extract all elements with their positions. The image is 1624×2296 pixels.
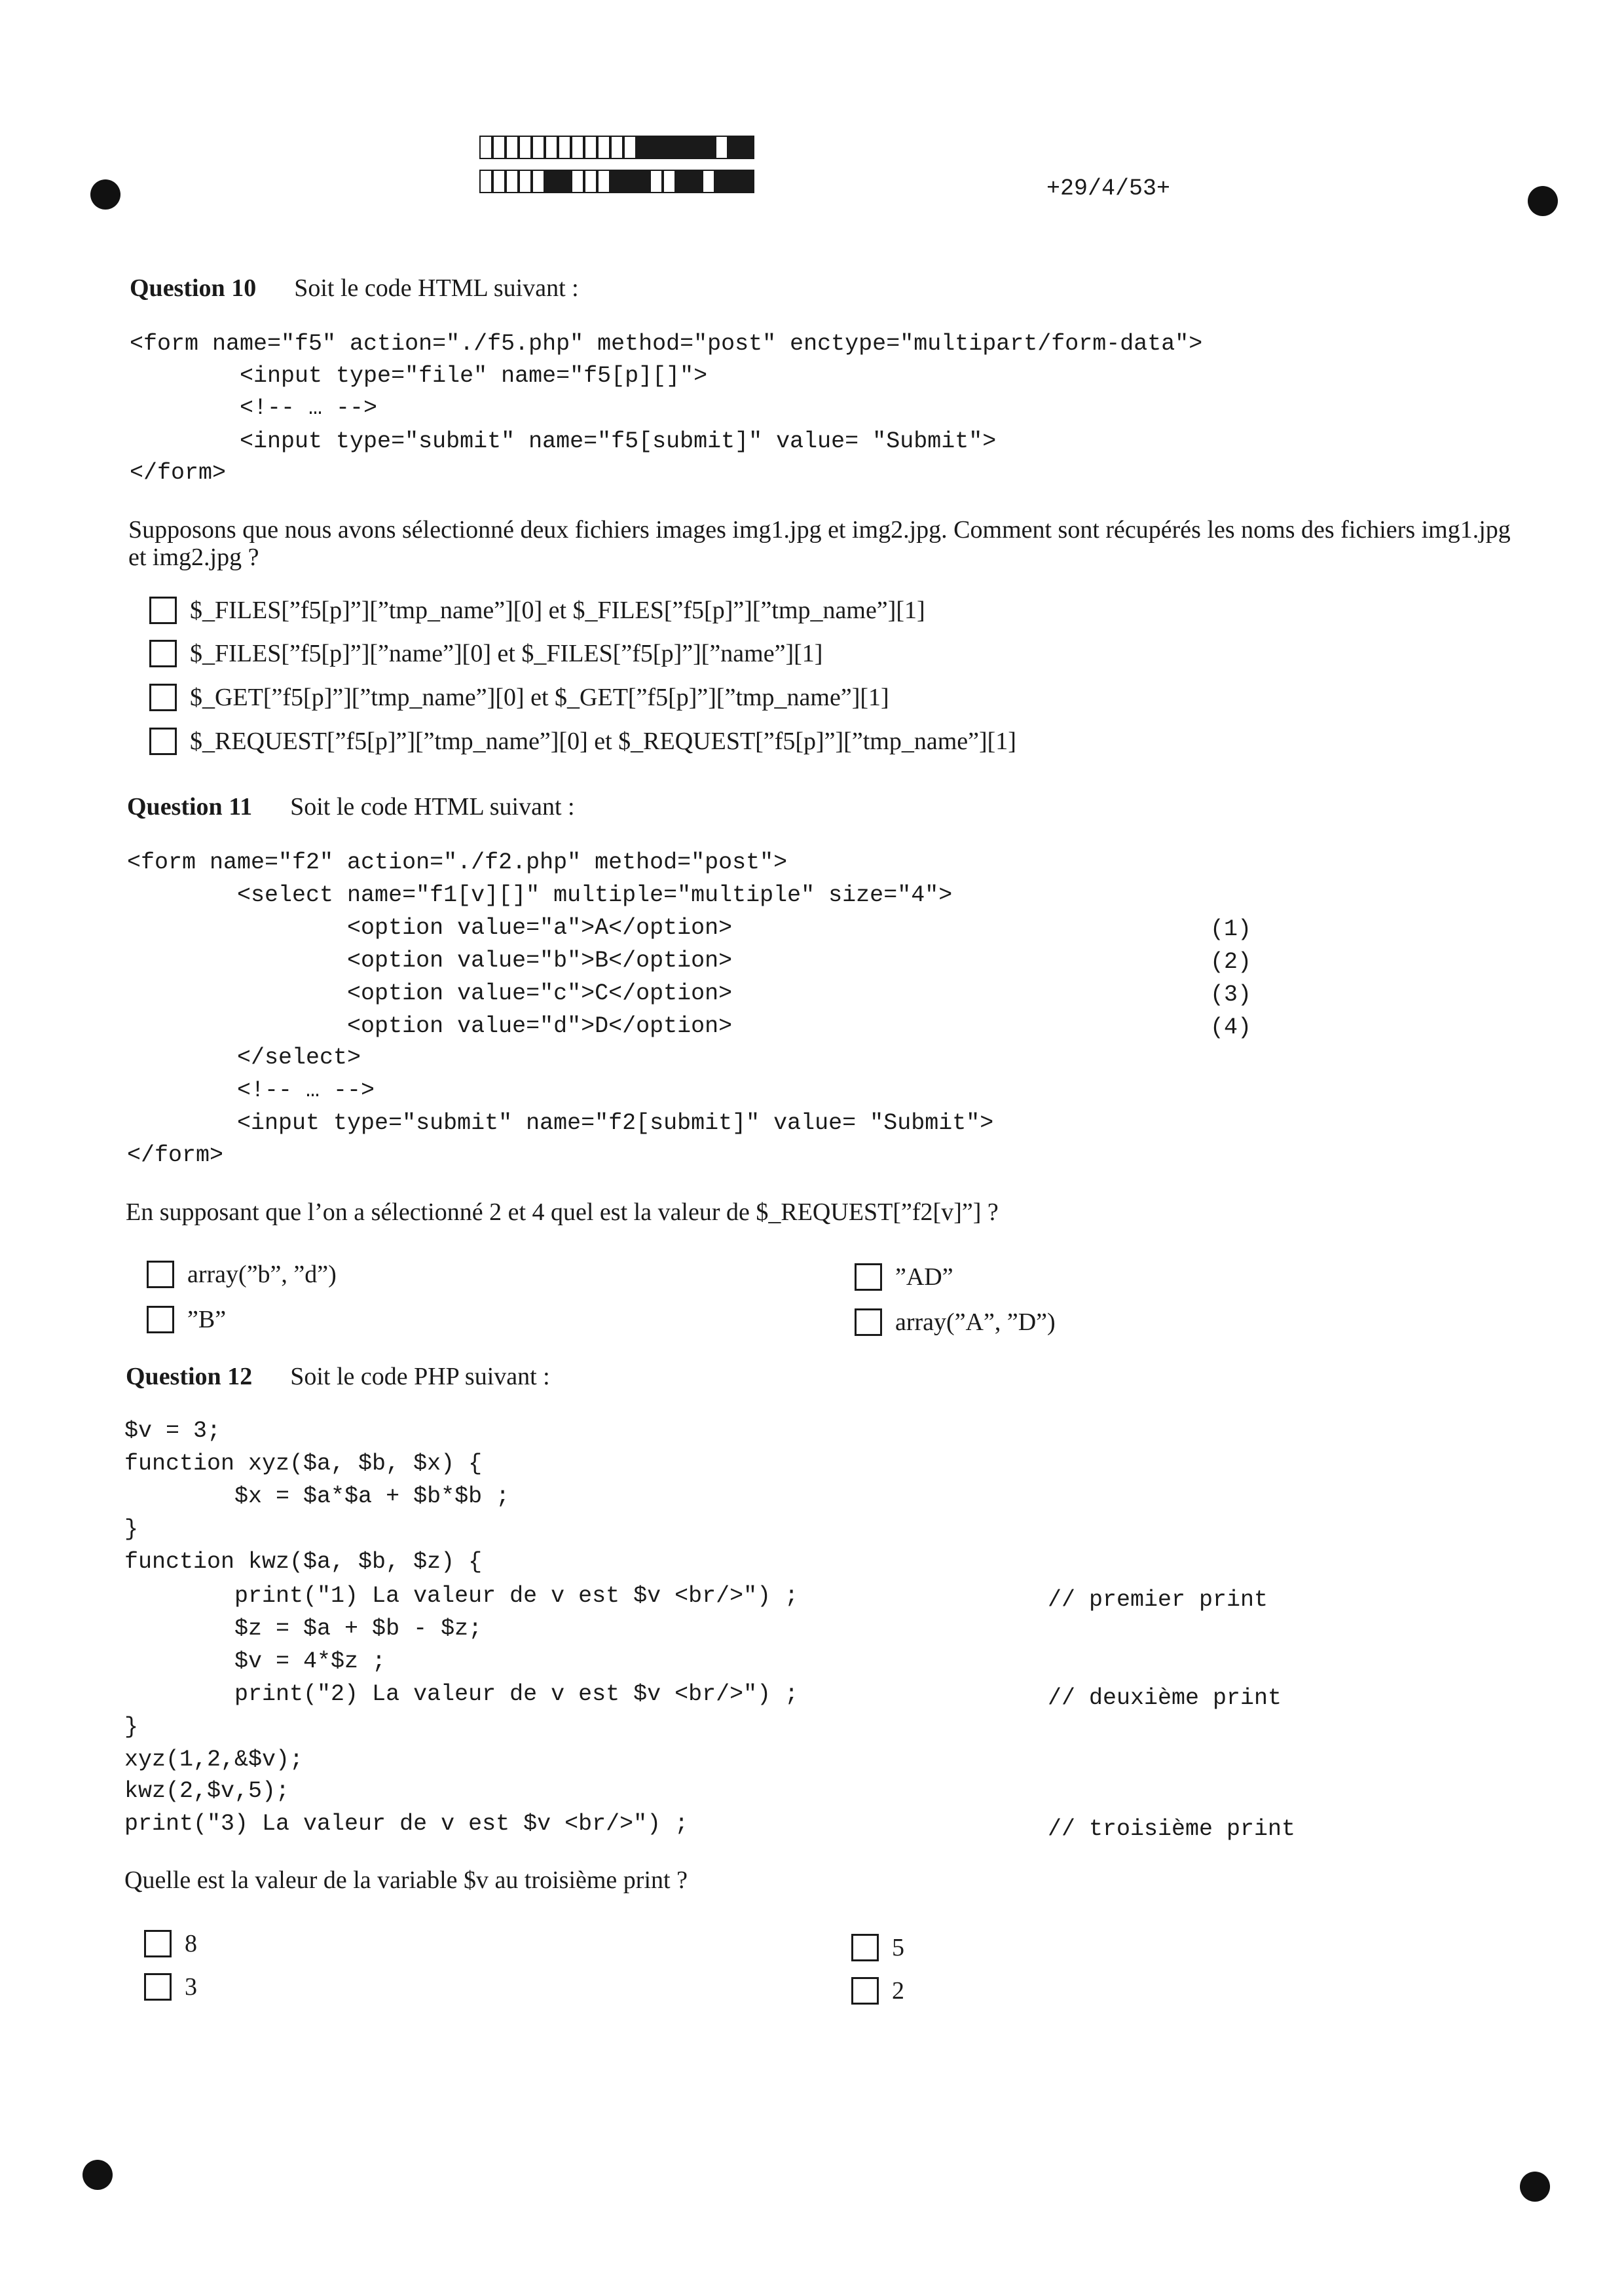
- code-line: <form name="f5" action="./f5.php" method="post" enctype="multipart/form-data">: [130, 331, 1203, 357]
- question-number: Question 11: [127, 793, 253, 821]
- checkbox[interactable]: [149, 728, 177, 755]
- barcode-cell: [584, 170, 597, 193]
- barcode-cell: [532, 170, 545, 193]
- code-line: <!-- … -->: [130, 395, 378, 421]
- code-line: <input type="submit" name="f2[submit]" value= "Submit">: [127, 1110, 994, 1136]
- page-id: +29/4/53+: [1046, 176, 1171, 202]
- answer-label: $_REQUEST[”f5[p]”][”tmp_name”][0] et $_REQUEST[”f5[p]”][”tmp_name”][1]: [190, 728, 1016, 755]
- answer-option[interactable]: [855, 1308, 1056, 1337]
- code-line: <input type="submit" name="f5[submit]" value= "Submit">: [130, 428, 997, 454]
- barcode-cell: [597, 170, 610, 193]
- code-line: $v = 3;: [124, 1418, 221, 1444]
- code-line: </form>: [130, 460, 227, 486]
- barcode-cell: [597, 136, 610, 159]
- answer-label: array(”b”, ”d”): [187, 1261, 337, 1288]
- answer-label: 2: [892, 1977, 904, 2005]
- answer-label: 3: [185, 1973, 197, 2001]
- answer-option[interactable]: [149, 727, 1016, 756]
- answer-option[interactable]: [851, 1933, 904, 1962]
- answer-label: $_GET[”f5[p]”][”tmp_name”][0] et $_GET[”f5[p]”][”tmp_name”][1]: [190, 684, 889, 711]
- code-line: <form name="f2" action="./f2.php" method="post">: [127, 849, 788, 876]
- barcode-cell: [623, 170, 637, 193]
- answer-label: $_FILES[”f5[p]”][”name”][0] et $_FILES[”f5[p]”][”name”][1]: [190, 640, 823, 667]
- barcode-cell: [741, 170, 754, 193]
- barcode-cell: [637, 170, 650, 193]
- answer-option[interactable]: [855, 1263, 953, 1291]
- barcode-row-2: [479, 170, 754, 193]
- question-10-title: [130, 274, 579, 303]
- registration-mark-bottom-right: [1520, 2172, 1550, 2202]
- checkbox[interactable]: [149, 684, 177, 711]
- registration-mark-top-right: [1528, 186, 1558, 216]
- registration-mark-top-left: [90, 179, 120, 210]
- question-number: Question 12: [126, 1363, 253, 1390]
- barcode-cell: [676, 136, 689, 159]
- barcode-cell: [610, 136, 623, 159]
- code-line: <option value="a">A</option>: [127, 915, 733, 941]
- checkbox[interactable]: [149, 640, 177, 667]
- question-intro: Soit le code HTML suivant :: [290, 793, 575, 821]
- checkbox[interactable]: [855, 1308, 882, 1336]
- barcode-cell: [479, 170, 492, 193]
- answer-option[interactable]: [144, 1929, 197, 1958]
- line-number: (3): [1210, 982, 1252, 1008]
- code-line: </select>: [127, 1045, 361, 1071]
- code-line: </form>: [127, 1142, 224, 1168]
- code-line: }: [124, 1516, 139, 1542]
- question-number: Question 10: [130, 274, 257, 302]
- barcode-cell: [663, 136, 676, 159]
- question-12-title: [126, 1362, 550, 1391]
- barcode-cell: [689, 170, 702, 193]
- question-intro: Soit le code HTML suivant :: [294, 274, 579, 302]
- checkbox[interactable]: [147, 1306, 174, 1333]
- question-11-text: En supposant que l’on a sélectionné 2 et 4 quel est la valeur de $_REQUEST[”f2[v]”] ?: [126, 1198, 999, 1226]
- barcode-cell: [479, 136, 492, 159]
- answer-label: ”AD”: [895, 1263, 953, 1291]
- barcode-cell: [532, 136, 545, 159]
- barcode-cell: [650, 170, 663, 193]
- barcode-cell: [506, 170, 519, 193]
- barcode-cell: [702, 136, 715, 159]
- answer-label: ”B”: [187, 1306, 227, 1333]
- answer-option[interactable]: [149, 639, 822, 668]
- barcode-cell: [558, 170, 571, 193]
- barcode-cell: [637, 136, 650, 159]
- answer-label: $_FILES[”f5[p]”][”tmp_name”][0] et $_FILES[”f5[p]”][”tmp_name”][1]: [190, 597, 925, 624]
- answer-label: 8: [185, 1930, 197, 1957]
- barcode-row-1: [479, 136, 754, 159]
- code-comment: // troisième print: [1048, 1816, 1296, 1842]
- checkbox[interactable]: [149, 597, 177, 624]
- barcode-cell: [545, 170, 558, 193]
- code-line: print("2) La valeur de v est $v <br/>") ;: [124, 1681, 799, 1707]
- answer-option[interactable]: [144, 1972, 197, 2001]
- answer-option[interactable]: [851, 1976, 904, 2005]
- answer-label: 5: [892, 1934, 904, 1961]
- barcode-cell: [702, 170, 715, 193]
- code-line: print("3) La valeur de v est $v <br/>") ;: [124, 1811, 689, 1837]
- barcode-cell: [650, 136, 663, 159]
- code-line: $v = 4*$z ;: [124, 1648, 386, 1675]
- barcode-cell: [715, 136, 728, 159]
- answer-option[interactable]: [149, 596, 925, 625]
- code-line: $x = $a*$a + $b*$b ;: [124, 1483, 510, 1509]
- question-12-text: Quelle est la valeur de la variable $v au troisième print ?: [124, 1866, 688, 1894]
- barcode-cell: [492, 170, 506, 193]
- checkbox[interactable]: [144, 1930, 172, 1957]
- answer-option[interactable]: [147, 1260, 337, 1289]
- barcode-cell: [519, 170, 532, 193]
- barcode-cell: [571, 136, 584, 159]
- barcode-cell: [519, 136, 532, 159]
- checkbox[interactable]: [851, 1934, 879, 1961]
- barcode-cell: [558, 136, 571, 159]
- barcode-cell: [571, 170, 584, 193]
- barcode-cell: [728, 170, 741, 193]
- code-line: function xyz($a, $b, $x) {: [124, 1451, 483, 1477]
- barcode-cell: [715, 170, 728, 193]
- code-line: $z = $a + $b - $z;: [124, 1616, 483, 1642]
- code-comment: // deuxième print: [1048, 1685, 1282, 1711]
- code-line: <!-- … -->: [127, 1077, 375, 1103]
- line-number: (4): [1210, 1014, 1252, 1041]
- code-line: <option value="c">C</option>: [127, 980, 733, 1007]
- checkbox[interactable]: [851, 1977, 879, 2005]
- line-number: (1): [1210, 916, 1252, 942]
- barcode-cell: [663, 170, 676, 193]
- barcode-cell: [492, 136, 506, 159]
- barcode-cell: [728, 136, 741, 159]
- code-line: kwz(2,$v,5);: [124, 1778, 290, 1804]
- code-line: xyz(1,2,&$v);: [124, 1747, 304, 1773]
- barcode-cell: [689, 136, 702, 159]
- checkbox[interactable]: [855, 1263, 882, 1291]
- question-11-title: [127, 792, 575, 821]
- answer-label: array(”A”, ”D”): [895, 1308, 1056, 1336]
- code-comment: // premier print: [1048, 1587, 1268, 1613]
- barcode-cell: [676, 170, 689, 193]
- answer-option[interactable]: [149, 683, 889, 712]
- code-line: <select name="f1[v][]" multiple="multiple" size="4">: [127, 882, 953, 908]
- line-number: (2): [1210, 949, 1252, 975]
- answer-option[interactable]: [147, 1305, 226, 1334]
- barcode-cell: [623, 136, 637, 159]
- barcode-cell: [506, 136, 519, 159]
- question-10-text: Supposons que nous avons sélectionné deux fichiers images img1.jpg et img2.jpg. Comment sont récupérés les noms des fichiers img1.jpg et img2.jpg ?: [128, 516, 1511, 571]
- registration-mark-bottom-left: [83, 2160, 113, 2190]
- checkbox[interactable]: [144, 1973, 172, 2001]
- code-line: <option value="b">B</option>: [127, 948, 733, 974]
- code-line: <option value="d">D</option>: [127, 1013, 733, 1039]
- checkbox[interactable]: [147, 1261, 174, 1288]
- code-line: function kwz($a, $b, $z) {: [124, 1549, 483, 1575]
- code-line: }: [124, 1714, 139, 1740]
- barcode-cell: [584, 136, 597, 159]
- code-line: <input type="file" name="f5[p][]">: [130, 363, 708, 389]
- code-line: print("1) La valeur de v est $v <br/>") ;: [124, 1583, 799, 1609]
- question-intro: Soit le code PHP suivant :: [290, 1363, 550, 1390]
- barcode-cell: [741, 136, 754, 159]
- barcode-cell: [545, 136, 558, 159]
- barcode-cell: [610, 170, 623, 193]
